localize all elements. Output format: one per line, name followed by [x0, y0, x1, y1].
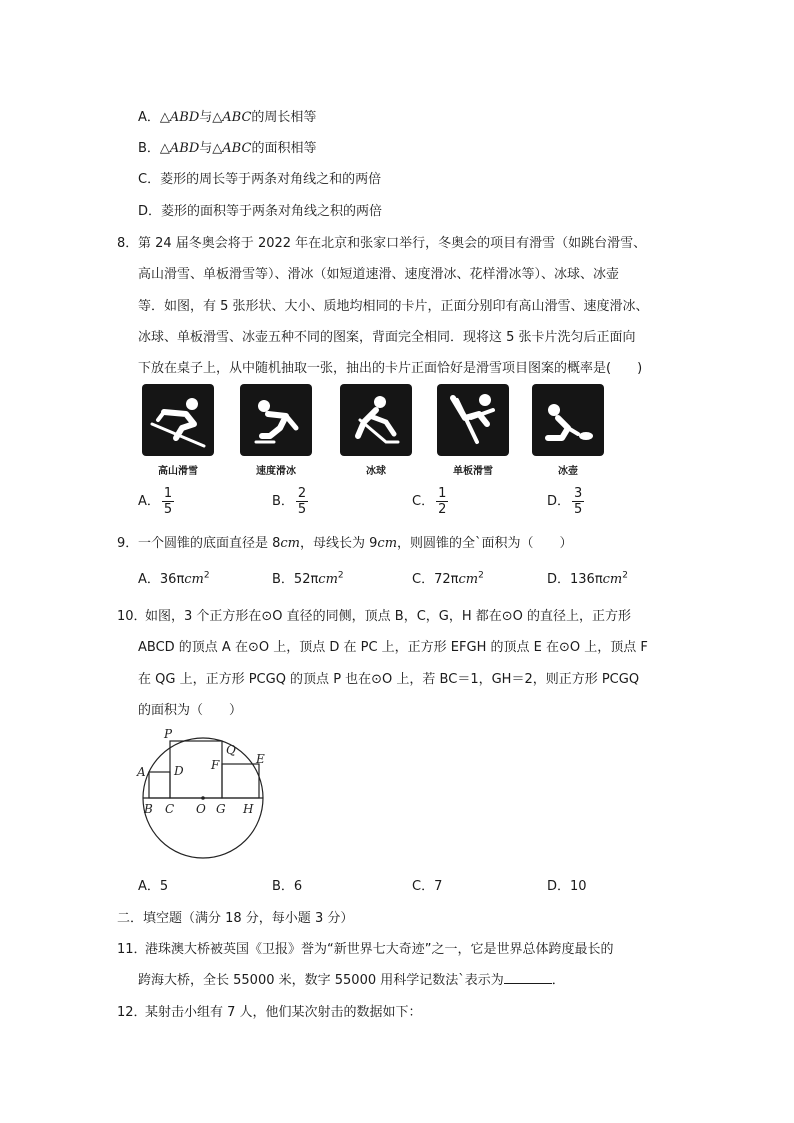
square-abcd: [149, 772, 170, 798]
q10-line-1: 如图，3 个正方形在⊙O 直径的同侧，顶点 B，C，G，H 都在⊙O 的直径上，正方形: [145, 609, 632, 624]
q10-option-d: D．10: [547, 879, 587, 894]
q8-line-3: 等．如图，有 5 张形状、大小、质地均相同的卡片，正面分别印有高山滑雪、速度滑冰、: [138, 299, 649, 314]
ice-hockey-icon: [340, 384, 412, 456]
alpine-skiing-icon: [142, 384, 214, 456]
q11-number: 11．: [117, 942, 147, 957]
answer-blank: [504, 971, 552, 984]
card-caption: 高山滑雪: [158, 466, 198, 477]
label-c: C: [165, 802, 175, 816]
q7-option-d: D．菱形的面积等于两条对角线之积的两倍: [138, 204, 383, 219]
q9-option-a: A．36πcm$^2$: [138, 570, 210, 587]
q8-line-2: 高山滑雪、单板滑雪等）、滑冰（如短道速滑、速度滑冰、花样滑冰等）、冰球、冰壶: [138, 267, 620, 282]
q8-option-d: D． $\frac{3}{5}$: [547, 486, 583, 517]
q10-option-a: A．5: [138, 879, 169, 894]
card-alpine-skiing: [142, 384, 214, 456]
q10-line-4: 的面积为（ ）: [138, 703, 243, 718]
q12-number: 12．: [117, 1005, 147, 1020]
q9-option-d: D．136πcm$^2$: [547, 570, 628, 587]
label-a: A: [137, 765, 146, 779]
card-speed-skating: [240, 384, 312, 456]
q10-geometry-figure: [130, 724, 270, 860]
q8-option-c: C． $\frac{1}{2}$: [412, 486, 447, 517]
label-q: Q: [226, 743, 236, 757]
q9-option-b: B．52πcm$^2$: [272, 570, 344, 587]
q8-line-1: 第 24 届冬奥会将于 2022 年在北京和张家口举行，冬奥会的项目有滑雪（如跳台滑雪、: [138, 236, 647, 251]
snowboard-icon: [437, 384, 509, 456]
q10-option-c: C．7: [412, 879, 443, 894]
q7-option-b: B．△ABD与△ABC的面积相等: [138, 141, 317, 156]
card-caption: 单板滑雪: [453, 466, 493, 477]
card-caption: 冰壶: [558, 466, 578, 477]
label-g: G: [216, 802, 226, 816]
card-snowboard: [437, 384, 509, 456]
label-o: O: [196, 802, 206, 816]
q10-option-b: B．6: [272, 879, 303, 894]
center-point: [201, 796, 205, 800]
label-e: E: [256, 752, 265, 766]
q10-line-2: ABCD 的顶点 A 在⊙O 上，顶点 D 在 PC 上，正方形 EFGH 的顶点 E 在⊙O 上，顶点 F: [138, 640, 648, 655]
q7-option-a: A．△ABD与△ABC的周长相等: [138, 110, 317, 125]
card-caption: 速度滑冰: [256, 466, 296, 477]
q9-number: 9．: [117, 536, 139, 551]
q11-line-1: 港珠澳大桥被英国《卫报》誉为“新世界七大奇迹”之一，它是世界总体跨度最长的: [145, 942, 614, 957]
q8-option-a: A． $\frac{1}{5}$: [138, 486, 173, 517]
q9-option-c: C．72πcm$^2$: [412, 570, 484, 587]
q7-option-c: C．菱形的周长等于两条对角线之和的两倍: [138, 172, 382, 187]
q9-stem: 一个圆锥的底面直径是 8cm，母线长为 9cm，则圆锥的全`面积为（ ）: [138, 536, 573, 551]
card-caption: 冰球: [366, 466, 386, 477]
card-curling: [532, 384, 604, 456]
q8-option-b: B． $\frac{2}{5}$: [272, 486, 307, 517]
q11-line-2: 跨海大桥，全长 55000 米，数字 55000 用科学记数法`表示为 ．: [138, 973, 565, 988]
q8-line-5: 下放在桌子上，从中随机抽取一张，抽出的卡片正面恰好是滑雪项目图案的概率是( ): [138, 361, 643, 376]
square-efgh: [222, 764, 259, 798]
speed-skating-icon: [240, 384, 312, 456]
q8-number: 8．: [117, 236, 139, 251]
card-ice-hockey: [340, 384, 412, 456]
label-d: D: [174, 764, 184, 778]
q10-line-3: 在 QG 上，正方形 PCGQ 的顶点 P 也在⊙O 上，若 BC＝1，GH＝2，则正方形 PCGQ: [138, 672, 640, 687]
section-2-title: 二．填空题（满分 18 分，每小题 3 分）: [117, 911, 354, 926]
label-b: B: [144, 802, 153, 816]
curling-icon: [532, 384, 604, 456]
q12-line-1: 某射击小组有 7 人，他们某次射击的数据如下：: [145, 1005, 422, 1020]
label-f: F: [211, 758, 220, 772]
q8-line-4: 冰球、单板滑雪、冰壶五种不同的图案，背面完全相同．现将这 5 张卡片洗匀后正面向: [138, 330, 636, 345]
q10-number: 10．: [117, 609, 147, 624]
label-h: H: [243, 802, 254, 816]
label-p: P: [164, 727, 173, 741]
